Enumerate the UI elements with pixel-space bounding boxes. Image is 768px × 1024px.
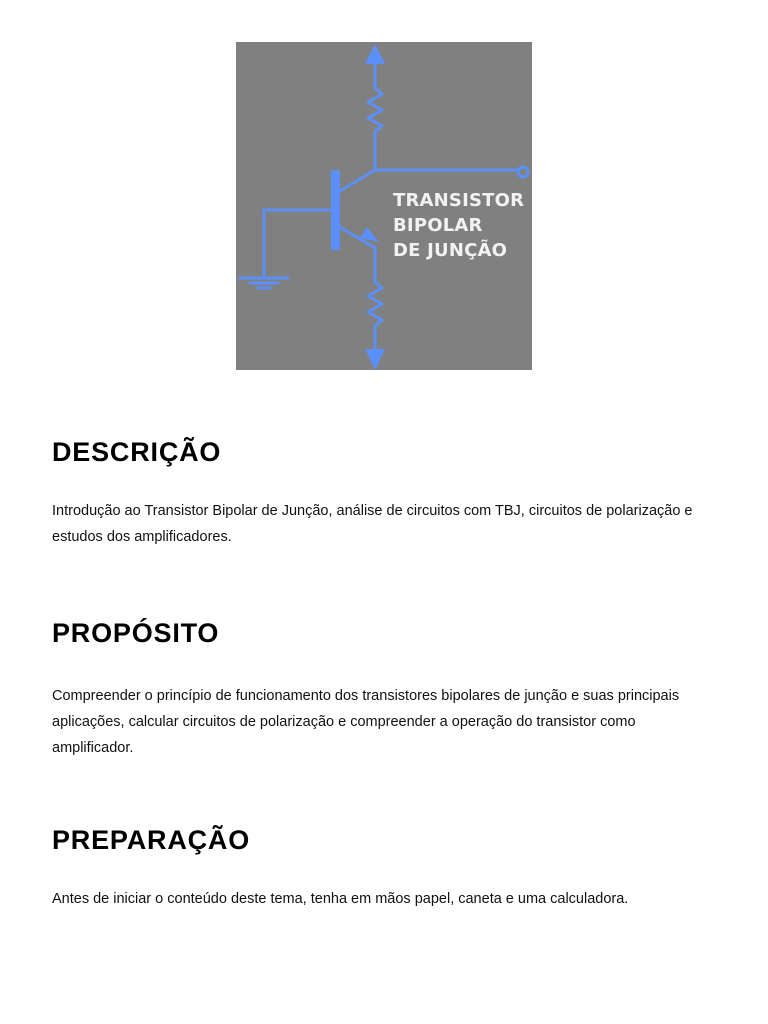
section-descricao [52, 436, 716, 550]
section-heading-descricao: DESCRIÇÃO [52, 437, 222, 467]
cover-title-line-3: DE JUNÇÃO [393, 240, 508, 261]
cover-title-line-2: BIPOLAR [393, 215, 483, 236]
section-heading-proposito: PROPÓSITO [52, 618, 220, 648]
section-proposito [52, 617, 716, 761]
section-heading-preparacao: PREPARAÇÃO [52, 825, 251, 855]
section-text-proposito: Compreender o princípio de funcionamento dos transistores bipolares de junção e suas principais aplicações, calcular circuitos de polarização e compreender a operação do transistor como amplificador. [52, 688, 680, 756]
cover-image [236, 42, 532, 370]
cover-title-line-1: TRANSISTOR [393, 190, 525, 211]
section-text-preparacao: Antes de iniciar o conteúdo deste tema, tenha em mãos papel, caneta e uma calculadora. [52, 891, 629, 907]
section-text-descricao: Introdução ao Transistor Bipolar de Junção, análise de circuitos com TBJ, circuitos de polarização e estudos dos amplificadores. [52, 503, 693, 545]
cover-title [393, 188, 524, 263]
section-preparacao [52, 824, 716, 912]
